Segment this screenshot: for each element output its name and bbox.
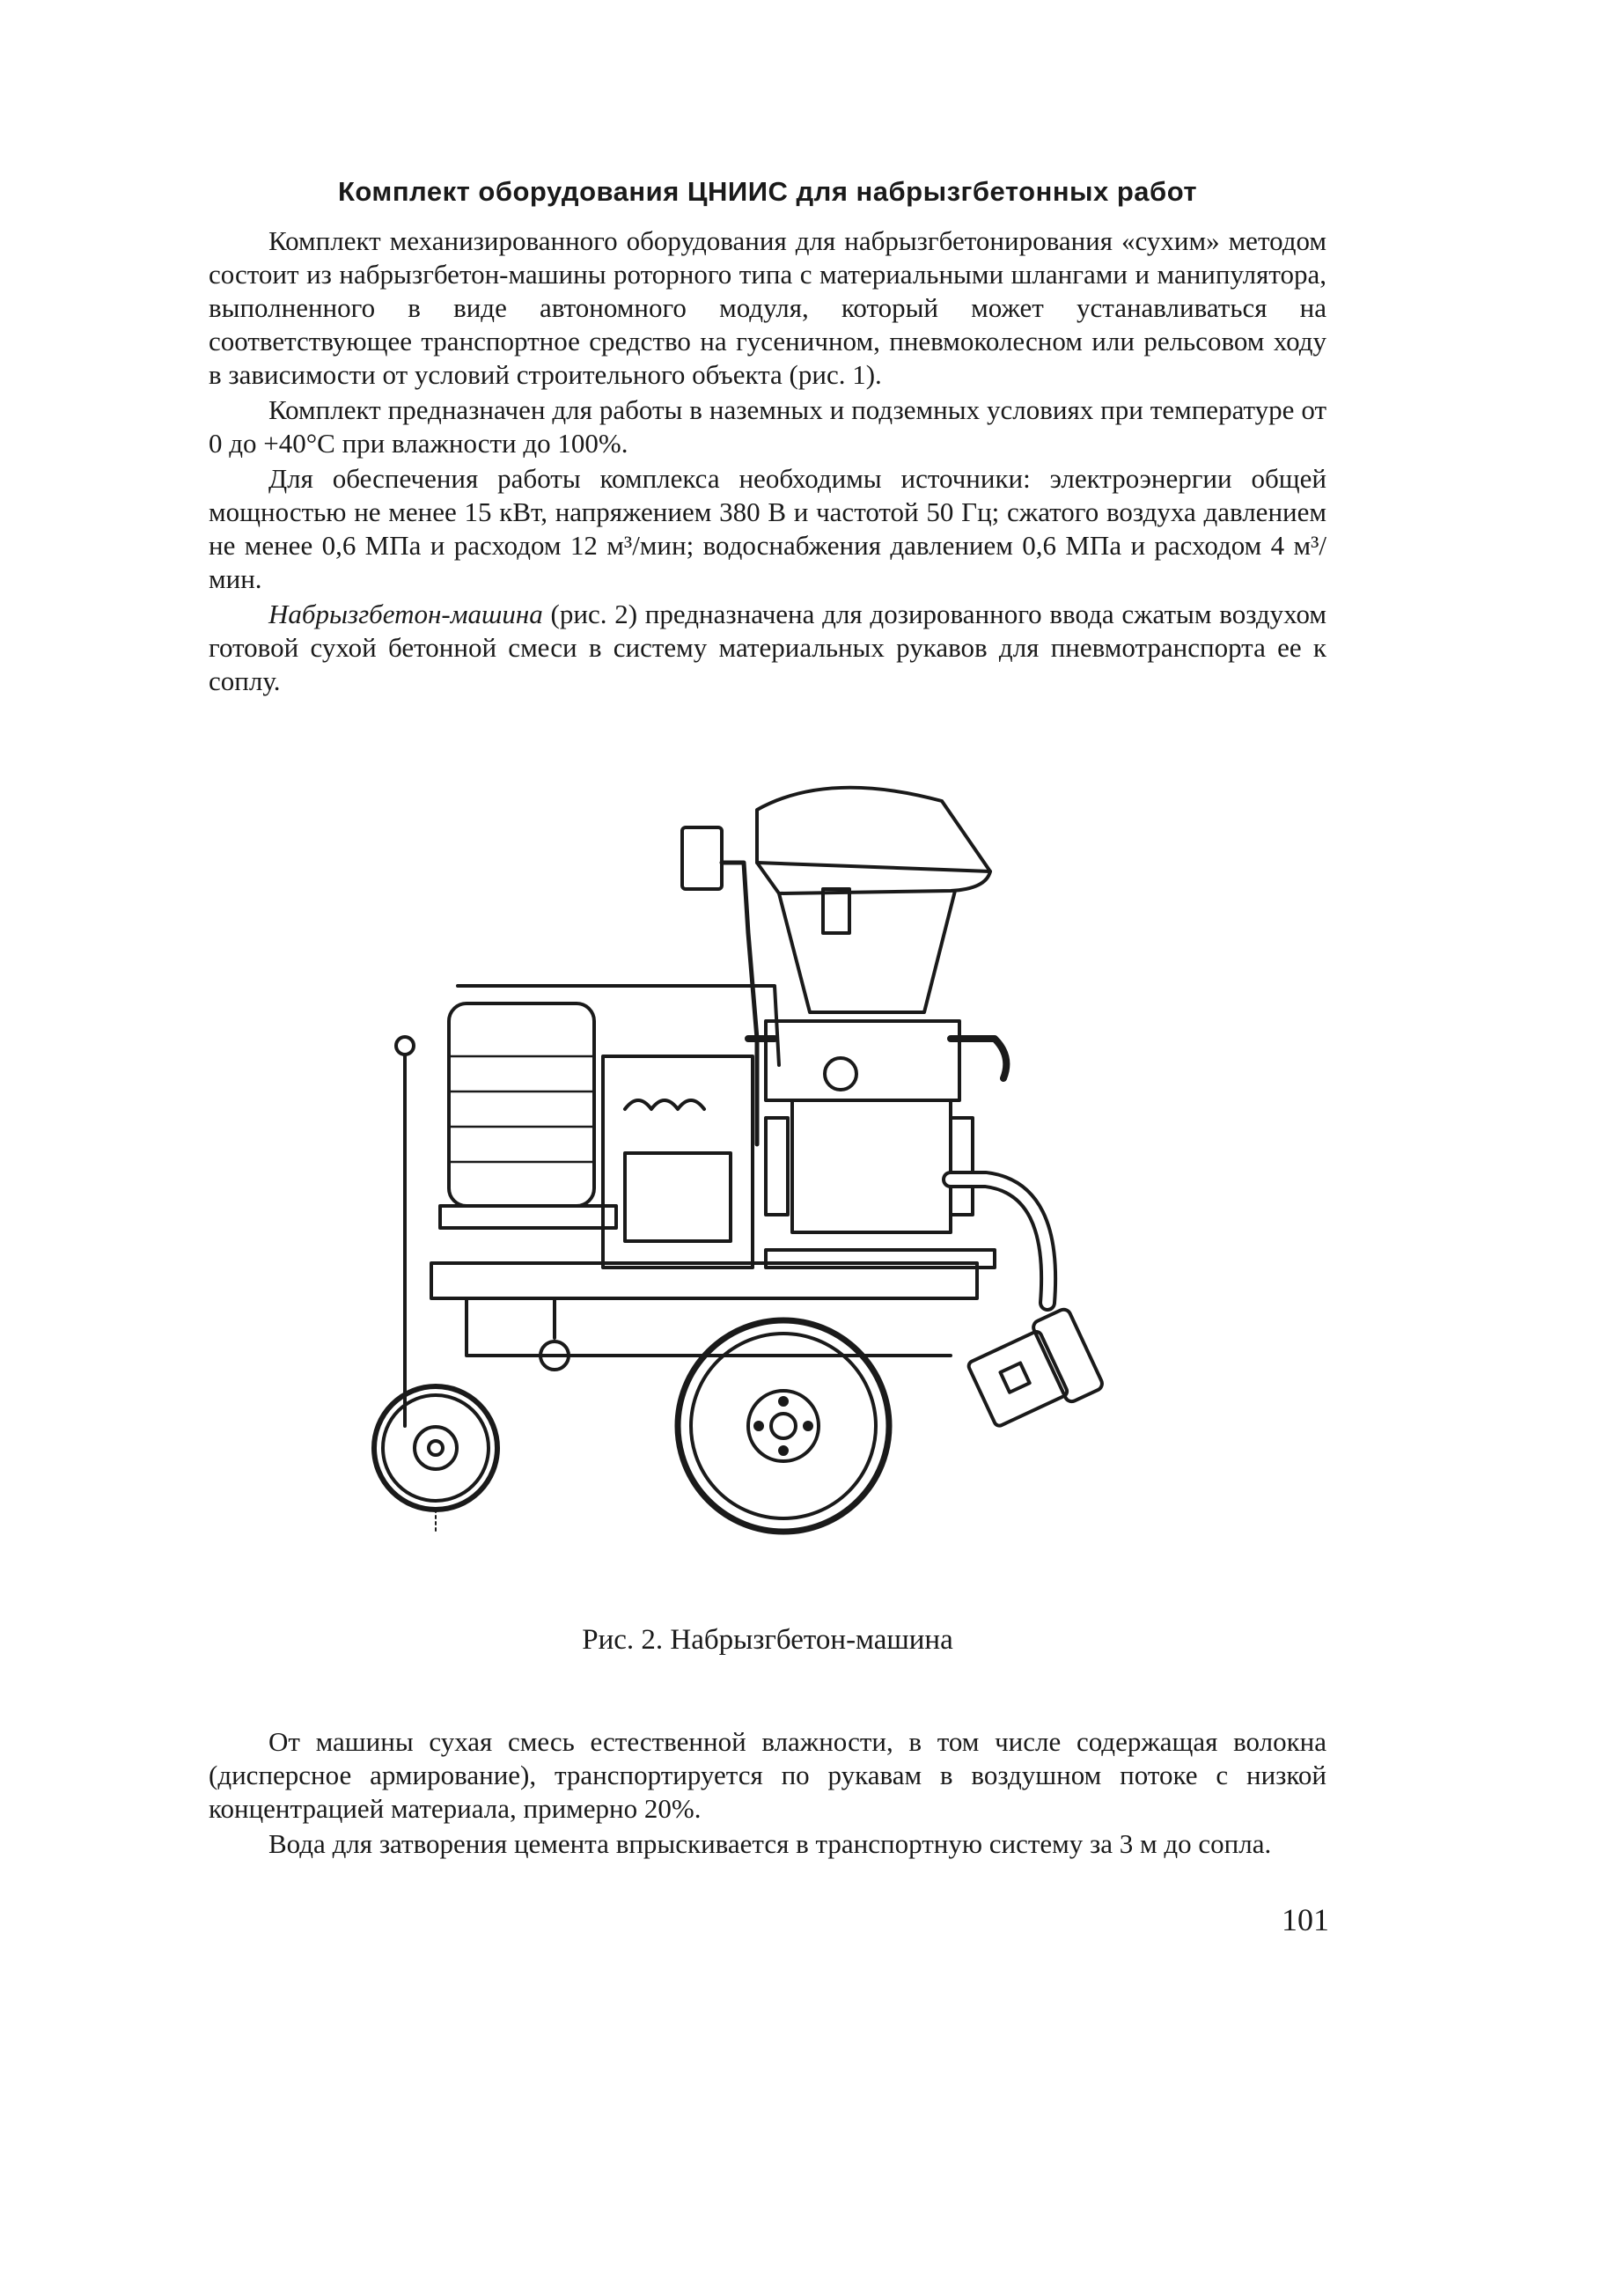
closing-text — [209, 1725, 1326, 1863]
motor-ribs — [449, 1056, 594, 1162]
control-box — [682, 827, 722, 889]
rotor-block — [766, 1021, 959, 1100]
hopper-bracket — [823, 889, 849, 933]
hopper-funnel — [779, 891, 955, 1012]
page-number: 101 — [1282, 1902, 1329, 1937]
handle-knob — [396, 1037, 414, 1055]
hopper-lid-rim — [757, 863, 990, 871]
machine-term: Набрызгбетон-машина — [268, 599, 543, 629]
motor-base — [440, 1206, 616, 1228]
paragraph-supply: Для обеспечения работы комплекса необходимы источники: электроэнергии общей мощностью не менее 15 кВт, напряжением 380 В и частотой 50 Гц; сжатого воздуха давлением не менее 0,6 МПа и расходом 12 м³/мин; водоснабжения давлением 0,6 МПа и расходом 4 м³/мин. — [209, 463, 1326, 594]
rotor-housing — [792, 1100, 951, 1232]
rotor-column-left — [766, 1118, 788, 1215]
paragraph-conditions: Комплект предназначен для работы в наземных и подземных условиях при температуре от 0 до +40°С при влажности до 100%. — [209, 394, 1326, 459]
motor-body — [449, 1003, 594, 1206]
paragraph-transport: От машины сухая смесь естественной влажности, в том числе содержащая волокна (дисперсное армирование), транспортируется по рукавам в воздушном потоке с низкой концентрацией материала, примерно 20%. — [209, 1726, 1326, 1824]
frame-rail — [458, 986, 779, 1065]
paragraph-machine — [209, 598, 1326, 698]
hopper-lid — [757, 788, 990, 893]
figure-caption: Рис. 2. Набрызгбетон-машина — [582, 1624, 953, 1656]
gearbox-cover — [625, 1153, 731, 1241]
small-wheel — [374, 1386, 497, 1510]
paragraph-kit-description: Комплект механизированного оборудования для набрызгбетонирования «сухим» методом состоит из набрызгбетон-машины роторного типа с материальными шлангами и манипулятора, выполненного в виде автономного модуля, который может устанавливаться на соответствующее транспортное средство на гусеничном, пневмоколесном или рельсовом ходу в зависимости от условий строительного объекта (рис. 1). — [209, 225, 1326, 390]
chassis-underframe — [467, 1298, 951, 1356]
intro-text — [209, 224, 1326, 700]
shotcrete-machine-drawing — [334, 775, 1215, 1602]
pressure-gauge — [825, 1058, 856, 1090]
rotor-valves — [748, 1039, 1006, 1078]
rotor-column-right — [951, 1118, 973, 1215]
large-wheel — [678, 1320, 889, 1532]
paragraph-water: Вода для затворения цемента впрыскивается в транспортную систему за 3 м до сопла. — [268, 1828, 1272, 1859]
page-title: Комплект оборудования ЦНИИС для набрызгбетонных работ — [337, 176, 1198, 207]
outlet-hose — [951, 1180, 1048, 1303]
nozzle-connector — [963, 1307, 1104, 1436]
machine-description: (рис. 2) предназначена для дозированного ввода сжатым воздухом готовой сухой бетонной смеси в систему материальных рукавов для пневмотранспорта ее к соплу. — [209, 599, 1326, 696]
gearbox-pipes — [625, 1100, 704, 1109]
